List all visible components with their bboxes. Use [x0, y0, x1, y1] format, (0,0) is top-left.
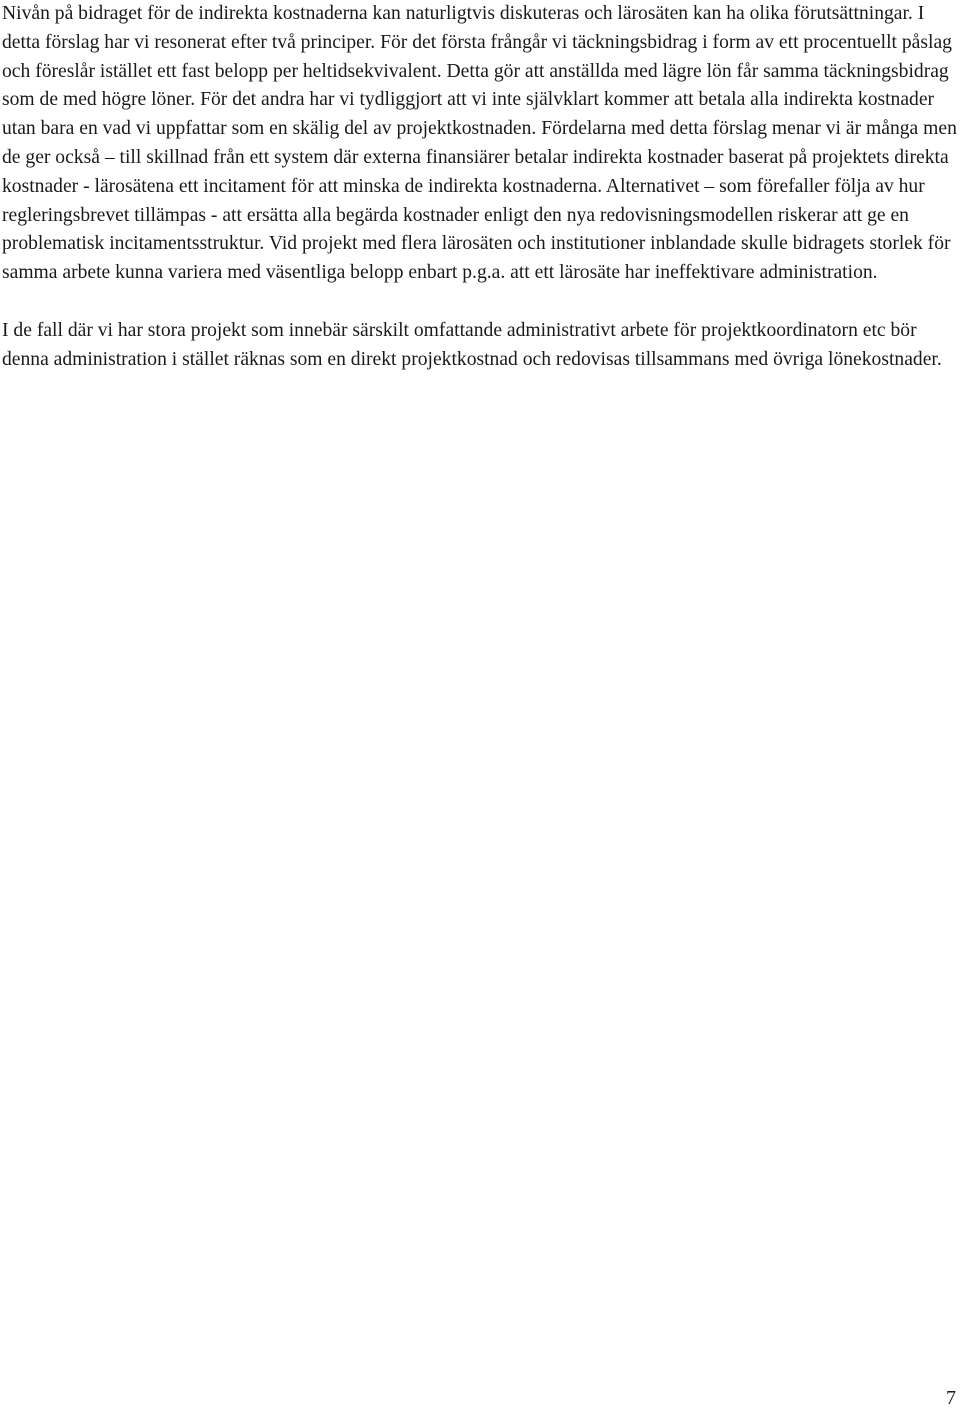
- body-text: [2, 0, 958, 374]
- page-number: 7: [946, 1387, 956, 1409]
- paragraph-large-projects: I de fall där vi har stora projekt som innebär särskilt omfattande administrativt arbete för projektkoordinatorn etc bör denna administration i stället räknas som en direkt projektkostnad och redovisas tillsammans med övriga lönekostnader.: [2, 319, 942, 370]
- paragraph-indirect-costs: Nivån på bidraget för de indirekta kostnaderna kan naturligtvis diskuteras och lärosäten kan ha olika förutsättningar. I detta förslag har vi resonerat efter två principer. För det första frångår vi täckningsbidrag i form av ett procentuellt påslag och föreslår istället ett fast belopp per heltidsekvivalent. Detta gör att anställda med lägre lön får samma täckningsbidrag som de med högre löner. För det andra har vi tydliggjort att vi inte självklart kommer att betala alla indirekta kostnader utan bara en vad vi uppfattar som en skälig del av projektkostnaden. Fördelarna med detta förslag menar vi är många men de ger också – till skillnad från ett system där externa finansiärer betalar indirekta kostnader baserat på projektets direkta kostnader - lärosätena ett incitament för att minska de indirekta kostnaderna. Alternativet – som förefaller följa av hur regleringsbrevet tillämpas - att ersätta alla begärda kostnader enligt den nya redovisningsmodellen riskerar att ge en problematisk incitamentsstruktur. Vid projekt med flera lärosäten och institutioner inblandade skulle bidragets storlek för samma arbete kunna variera med väsentliga belopp enbart p.g.a. att ett lärosäte har ineffektivare administration.: [2, 3, 957, 284]
